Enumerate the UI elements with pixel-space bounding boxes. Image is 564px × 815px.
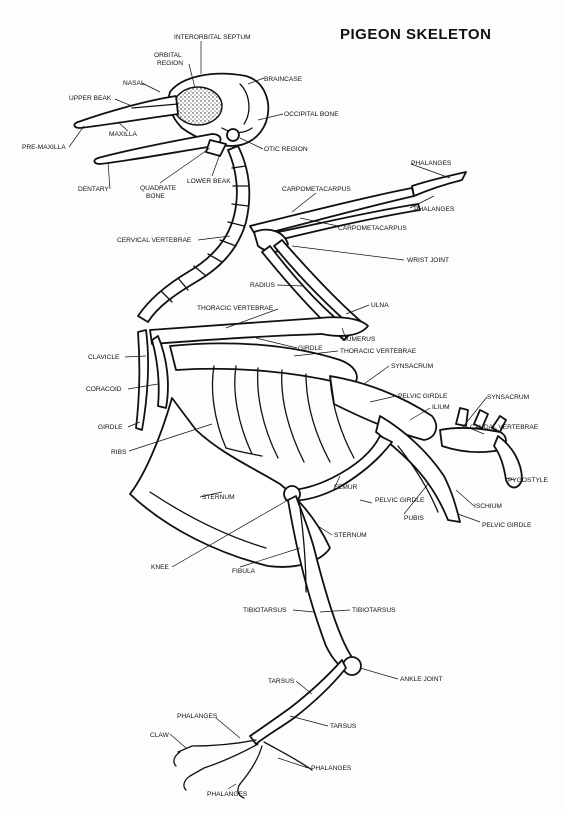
label-sternum-left: STERNUM <box>202 494 235 501</box>
clavicle-bone <box>136 330 148 430</box>
label-orbital-region-2: REGION <box>157 60 184 67</box>
label-femur: FEMUR <box>334 484 358 491</box>
label-quadrate-bone-1: QUADRATE <box>140 185 177 192</box>
labels <box>22 34 549 798</box>
skeleton-illustration <box>74 74 522 798</box>
label-fibula: FIBULA <box>232 568 256 575</box>
label-phalanges-foot-left: PHALANGES <box>177 713 218 720</box>
foot-phalanges <box>174 740 312 798</box>
label-ilium: ILIUM <box>432 404 450 411</box>
label-cervical-vertebrae: CERVICAL VERTEBRAE <box>117 237 192 244</box>
label-pygostyle: PYGOSTYLE <box>508 477 548 484</box>
label-orbital-region-1: ORBITAL <box>154 52 182 59</box>
label-lower-beak: LOWER BEAK <box>187 178 231 185</box>
label-caudal-vertebrae: CAUDAL VERTEBRAE <box>470 424 539 431</box>
label-wrist-joint: WRIST JOINT <box>407 257 450 264</box>
label-interorbital-septum: INTERORBITAL SEPTUM <box>174 34 251 41</box>
label-girdle-top: GIRDLE <box>298 345 323 352</box>
label-tibiotarsus-right: TIBIOTARSUS <box>352 607 396 614</box>
tibiotarsus-bone <box>288 496 354 668</box>
label-thoracic-vertebrae-top: THORACIC VERTEBRAE <box>197 305 274 312</box>
humerus-bone <box>150 317 368 344</box>
label-tibiotarsus-left: TIBIOTARSUS <box>243 607 287 614</box>
label-pelvic-girdle-mid: PELVIC GIRDLE <box>375 497 425 504</box>
label-phalanges-foot-bottom: PHALANGES <box>207 791 248 798</box>
label-ribs: RIBS <box>111 449 127 456</box>
label-coracoid: CORACOID <box>86 386 122 393</box>
label-synsacrum-top: SYNSACRUM <box>391 363 434 370</box>
label-carpometacarpus-top: CARPOMETACARPUS <box>282 186 351 193</box>
label-thoracic-vertebrae-mid: THORACIC VERTEBRAE <box>340 348 417 355</box>
cervical-vertebrae <box>138 146 249 322</box>
label-carpometacarpus-mid: CARPOMETACARPUS <box>338 225 407 232</box>
label-dentary: DENTARY <box>78 186 109 193</box>
label-clavicle: CLAVICLE <box>88 354 120 361</box>
label-pelvic-girdle-top: PELVIC GIRDLE <box>398 393 448 400</box>
label-braincase: BRAINCASE <box>264 76 303 83</box>
label-pubis: PUBIS <box>404 515 424 522</box>
label-phalanges-wing-mid: PHALANGES <box>414 206 455 213</box>
thoracic-vertebrae-back <box>170 343 357 386</box>
label-phalanges-wing-top: PHALANGES <box>411 160 452 167</box>
label-sternum-right: STERNUM <box>334 532 367 539</box>
label-tarsus-right: TARSUS <box>330 723 357 730</box>
wing-phalanges <box>412 172 466 196</box>
label-radius: RADIUS <box>250 282 275 289</box>
tail-vertebrae <box>440 408 522 488</box>
label-pre-maxilla: PRE-MAXILLA <box>22 144 66 151</box>
otic-region-bone <box>227 129 239 141</box>
label-occipital-bone: OCCIPITAL BONE <box>284 111 339 118</box>
label-upper-beak: UPPER BEAK <box>69 95 112 102</box>
label-maxilla: MAXILLA <box>109 131 137 138</box>
lower-beak-bone <box>94 134 220 164</box>
label-pelvic-girdle-right: PELVIC GIRDLE <box>482 522 532 529</box>
orbit <box>174 87 222 125</box>
label-knee: KNEE <box>151 564 169 571</box>
label-nasal: NASAL <box>123 80 145 87</box>
label-tarsus-left: TARSUS <box>268 678 295 685</box>
label-otic-region: OTIC REGION <box>264 146 308 153</box>
label-girdle-left: GIRDLE <box>98 424 123 431</box>
quadrate-bone <box>206 140 226 156</box>
coracoid-bone <box>152 336 168 408</box>
label-phalanges-foot-right: PHALANGES <box>311 765 352 772</box>
label-synsacrum-right: SYNSACRUM <box>487 394 530 401</box>
label-ischium: ISCHIUM <box>474 503 502 510</box>
label-quadrate-bone-2: BONE <box>146 193 165 200</box>
label-humerus: HUMERUS <box>342 336 376 343</box>
tarsus-bone <box>250 660 346 744</box>
diagram-title: PIGEON SKELETON <box>340 26 492 43</box>
label-claw: CLAW <box>150 732 169 739</box>
label-ankle-joint: ANKLE JOINT <box>400 676 443 683</box>
label-ulna: ULNA <box>371 302 389 309</box>
